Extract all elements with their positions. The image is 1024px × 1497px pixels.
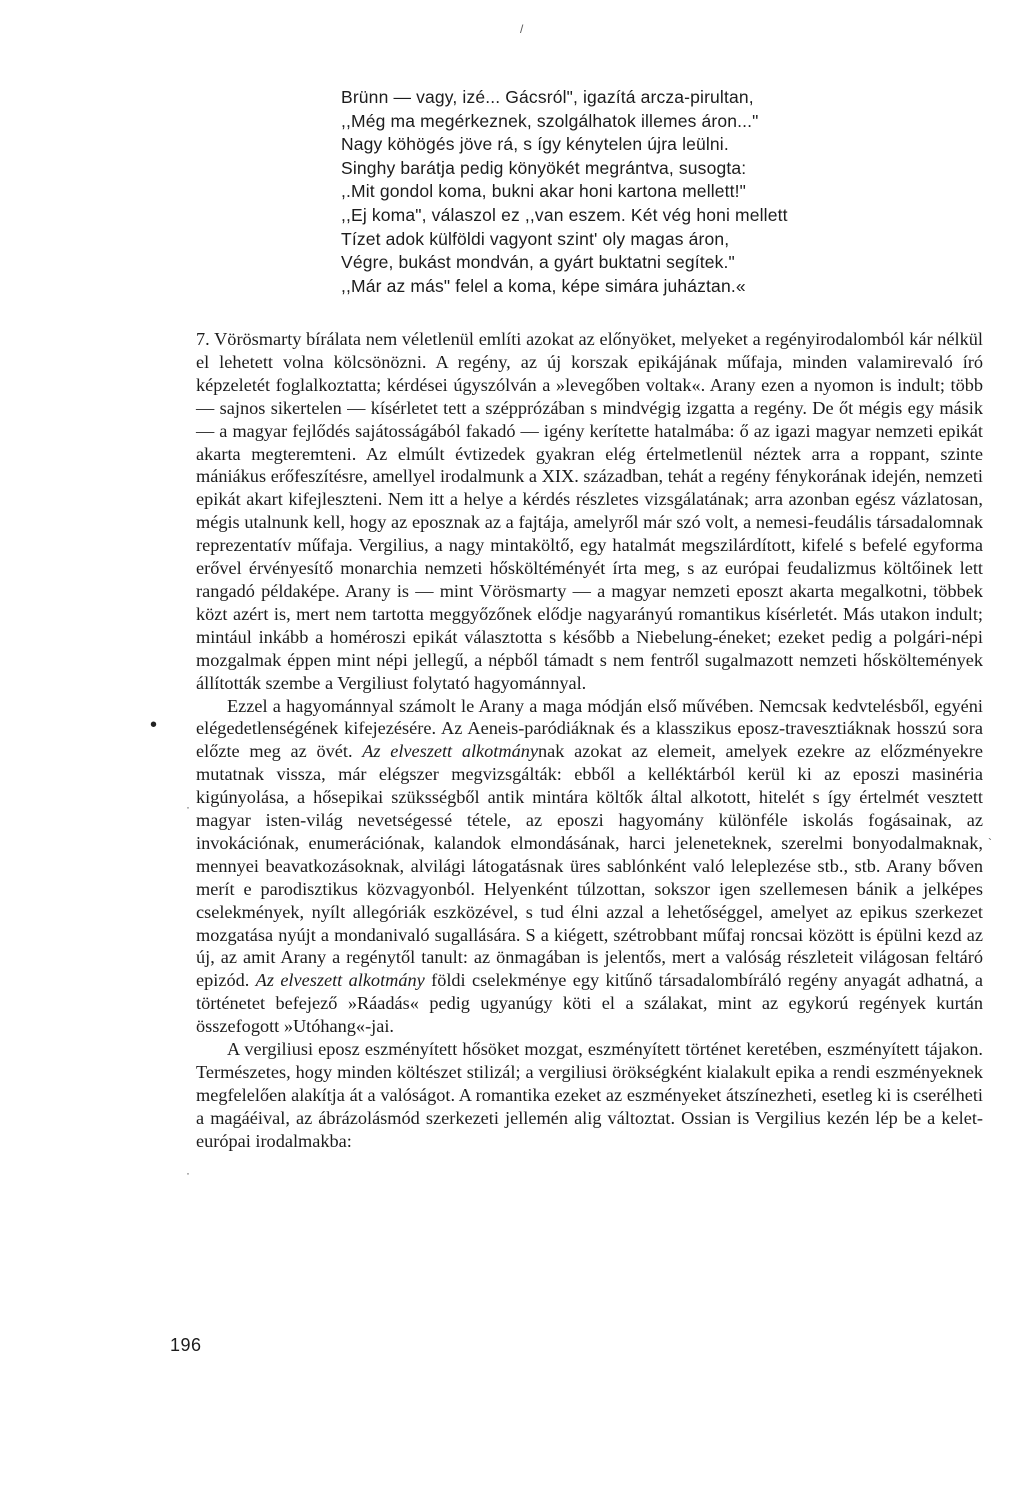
verse-quotation — [341, 86, 901, 298]
page-number: 196 — [170, 1335, 202, 1355]
verse-line: Végre, bukást mondván, a gyárt buktatni segítek." — [341, 252, 735, 273]
text-run: földi cselekménye egy kitűnő társadalombíráló regény anyagát adhatná, a történetet befejező »Ráadás« pedig ugyanúgy köti el a szálakat, mint az egykorú regények kurtán összefogott »Utóhang«-jai. — [196, 970, 983, 1037]
verse-line: ,.Mit gondol koma, bukni akar honi kartona mellett!" — [341, 181, 747, 202]
stray-mark: • — [150, 714, 158, 736]
verse-line: Nagy köhögés jöve rá, s így kénytelen újra leülni. — [341, 134, 729, 155]
text-run: nak azokat az elemeit, amelyek ezekre az előzményekre mutatnak vissza, már elégszer megvizsgálták: ebből a kelléktárból kerül ki az eposzi masinéria kigúnyolása, a hősepikai szüksségből antik mintára költők által alkotott, hitelét s így értelmét vesztett magyar isten-világ nevetségessé tétele, az eposzi hagyomány különféle iskolás fogásainak, az invokációnak, enumerációnak, kalandok elmondásának, harci jeleneteknek, szerelmi bonyodalmaknak, mennyei beavatkozásoknak, alvilági látogatásnak üres sablónként való leleplezése stb., stb. Arany bőven merít e parodisztikus közvagyonból. Helyenként túlzottan, sokszor igen szellemesen bánik a jelképes cselekmények, nyílt allegóriák eszközével, s tud élni azzal a lehetőséggel, amelyet az epikus szerkezet mozgatása nyújt a mondanivaló sugallására. S a kiégett, szétrobbant műfaj roncsai között is épülni kezd az új, az amit Arany a regénytől tanult: az önmagában is jelentős, mert a valóság részleteit világosan feltáró epizód. — [196, 741, 984, 991]
verse-line: ,,Még ma megérkeznek, szolgálhatok illemes áron..." — [341, 110, 759, 131]
stray-mark: · — [186, 800, 190, 814]
verse-line: Brünn — vagy, izé... Gácsról", igazítá arcza-pirultan, — [341, 87, 754, 107]
verse-line: Tízet adok külföldi vagyont szint' oly magas áron, — [341, 228, 730, 249]
verse-line: ,,Ej koma", válaszol ez ,,van eszem. Két vég honi mellett — [341, 204, 788, 225]
stray-mark: · — [186, 1166, 190, 1180]
work-title: Az elveszett alkotmány — [255, 970, 425, 991]
stray-mark: ` — [988, 836, 992, 850]
work-title: Az elveszett alkotmány — [362, 741, 538, 762]
paragraph-vergilian-epic: A vergiliusi eposz eszményített hősöket mozgat, eszményített történet keretében, eszményített tájakon. Természetes, hogy minden költészet stilizál; a vergiliusi örökségként kialakult epika a rendi eszményeknek megfelelően alakítja át a valóságot. A romantika ezeket az eszményeket átszínezheti, esetleg ki is cserélheti a magáéival, az ábrázolásmód szerkezeti jellemén alig változtat. Ossian is Vergilius kezén lép be a kelet-európai irodalmakba: — [196, 1039, 983, 1151]
verse-line: ,,Már az más" felel a koma, képe simára juháztan.« — [341, 275, 746, 296]
text-run: Ezzel a hagyománnyal számolt le Arany a maga módján első művében. Nemcsak kedvtelésből, egyéni elégedetlenségének kifejezésére. Az Aeneis-paródiáknak és a klasszikus eposz-travesztiáknak hosszú sora előzte meg az övét. — [196, 695, 983, 762]
stray-mark: / — [520, 22, 524, 36]
verse-line: Singhy barátja pedig könyökét megrántva, susogta: — [341, 157, 747, 178]
body-text — [196, 328, 983, 1153]
paragraph-tradition — [196, 695, 983, 1039]
paragraph-section-7: 7. Vörösmarty bírálata nem véletlenül említi azokat az előnyöket, melyeket a regényirodalomból kár nélkül el lehetett volna kölcsönözni. A regény, az új korszak epikájának műfaja, minden valamirevaló író képzeletét foglalkoztatta; kérdései úgyszólván a »levegőben voltak«. Arany ezen a nyomon is indult; több — sajnos sikertelen — kísérletet tett a szépprózában s mindvégig izgatta a regény. De őt mégis egy másik — a magyar fejlődés sajátosságából fakadó — igény kerítette hatalmába: ő az igazi magyar nemzeti epikát akarta megteremteni. Az elmúlt évtizedek gyakran elég értelmetlenül néztek arra a roppant, szinte mániákus erőfeszítésre, amellyel irodalmunk a XIX. században, tehát a regény fénykorának idején, nemzeti epikát akart kifejleszteni. Nem itt a helye a kérdés részletes vizsgálatának; arra azonban egész vázlatosan, mégis utalnunk kell, hogy az eposznak az a fajtája, amelyről már szó volt, a nemesi-feudális társadalomnak reprezentatív műfaja. Vergilius, a nagy mintaköltő, egy hatalmát megszilárdított, kifelé s befelé egyforma erővel érvényesítő monarchia nemzeti hősköltéményét írta meg, s az európai feudalizmus költőinek lett rangadó példaképe. Arany is — mint Vörösmarty — a magyar nemzeti eposzt akarta megalkotni, többek közt azért is, mert nem tartotta meggyőzőnek elődje nagyarányú romantikus kísérletét. Más utakon indult; mintául inkább a homéroszi epikát választotta s később a Niebelung-éneket; ezeket pedig a polgári-népi mozgalmak éppen mint népi jellegű, a népből támadt s nem fentről sugalmazott nemzeti hősköltemények állították szembe a Vergiliust folytató hagyománnyal. — [196, 329, 983, 693]
